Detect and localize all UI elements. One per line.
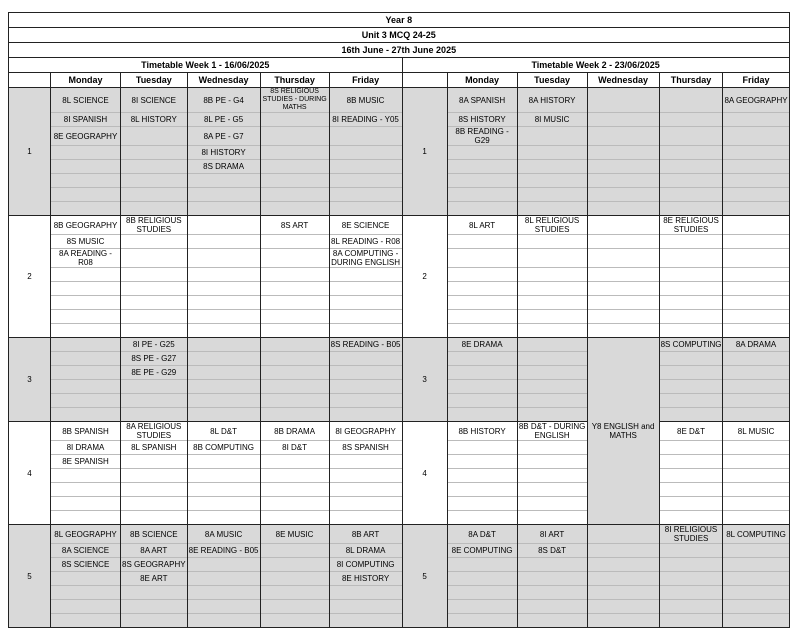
lesson-cell bbox=[260, 160, 329, 174]
lesson-cell: 8B SCIENCE bbox=[121, 525, 188, 544]
lesson-cell bbox=[723, 235, 789, 249]
week1-day-tuesday: Tuesday bbox=[121, 73, 188, 88]
lesson-cell: 8I ART bbox=[517, 525, 587, 544]
lesson-cell bbox=[51, 366, 121, 380]
lesson-cell: 8S SPANISH bbox=[329, 441, 402, 455]
lesson-cell: 8B HISTORY bbox=[447, 422, 517, 441]
lesson-cell bbox=[517, 352, 587, 366]
lesson-cell bbox=[587, 88, 659, 113]
y8-english-maths-block: Y8 ENGLISH and MATHS bbox=[587, 338, 659, 525]
lesson-cell: 8I GEOGRAPHY bbox=[329, 422, 402, 441]
lesson-cell: 8I PE - G25 bbox=[121, 338, 188, 352]
lesson-cell: 8L MUSIC bbox=[723, 422, 789, 441]
lesson-cell bbox=[587, 525, 659, 544]
lesson-cell bbox=[447, 160, 517, 174]
week2-day-tuesday: Tuesday bbox=[517, 73, 587, 88]
lesson-cell bbox=[517, 572, 587, 586]
lesson-cell: 8I D&T bbox=[260, 441, 329, 455]
lesson-cell bbox=[517, 455, 587, 469]
lesson-cell: 8L D&T bbox=[187, 422, 260, 441]
lesson-cell: 8S D&T bbox=[517, 544, 587, 558]
lesson-cell bbox=[187, 455, 260, 469]
period-label: 3 bbox=[402, 338, 447, 422]
lesson-cell bbox=[587, 146, 659, 160]
lesson-cell: 8L SCIENCE bbox=[51, 88, 121, 113]
lesson-cell: 8S MUSIC bbox=[51, 235, 121, 249]
lesson-cell: 8A RELIGIOUS STUDIES bbox=[121, 422, 188, 441]
lesson-cell bbox=[51, 338, 121, 352]
lesson-cell: 8S COMPUTING bbox=[659, 338, 723, 352]
lesson-cell bbox=[587, 160, 659, 174]
lesson-cell bbox=[260, 235, 329, 249]
lesson-cell: 8A MUSIC bbox=[187, 525, 260, 544]
lesson-cell: 8S RELIGIOUS STUDIES - DURING MATHS bbox=[260, 88, 329, 113]
lesson-cell: 8B PE - G4 bbox=[187, 88, 260, 113]
lesson-cell bbox=[260, 558, 329, 572]
lesson-cell bbox=[723, 160, 789, 174]
lesson-cell: 8A SPANISH bbox=[447, 88, 517, 113]
week2-corner-cell bbox=[402, 73, 447, 88]
lesson-cell bbox=[659, 352, 723, 366]
lesson-cell bbox=[517, 160, 587, 174]
lesson-cell bbox=[260, 113, 329, 127]
lesson-cell bbox=[723, 249, 789, 268]
lesson-cell: 8S READING - B05 bbox=[329, 338, 402, 352]
lesson-cell: 8L ART bbox=[447, 216, 517, 235]
lesson-cell bbox=[723, 352, 789, 366]
week2-day-monday: Monday bbox=[447, 73, 517, 88]
lesson-cell bbox=[329, 160, 402, 174]
lesson-cell bbox=[659, 572, 723, 586]
lesson-cell: 8B DRAMA bbox=[260, 422, 329, 441]
lesson-cell bbox=[447, 441, 517, 455]
lesson-cell bbox=[51, 146, 121, 160]
lesson-cell: 8I READING - Y05 bbox=[329, 113, 402, 127]
lesson-cell bbox=[260, 455, 329, 469]
lesson-cell: 8B SPANISH bbox=[51, 422, 121, 441]
lesson-cell bbox=[260, 572, 329, 586]
lesson-cell bbox=[187, 558, 260, 572]
lesson-cell bbox=[587, 216, 659, 235]
lesson-cell bbox=[587, 127, 659, 146]
period-label: 3 bbox=[9, 338, 51, 422]
lesson-cell bbox=[587, 235, 659, 249]
lesson-cell: 8A ART bbox=[121, 544, 188, 558]
period-label: 4 bbox=[9, 422, 51, 525]
lesson-cell: 8E MUSIC bbox=[260, 525, 329, 544]
lesson-cell bbox=[447, 366, 517, 380]
lesson-cell: 8L PE - G5 bbox=[187, 113, 260, 127]
lesson-cell bbox=[447, 455, 517, 469]
lesson-cell bbox=[329, 366, 402, 380]
lesson-cell: 8E GEOGRAPHY bbox=[51, 127, 121, 146]
lesson-cell: 8E RELIGIOUS STUDIES bbox=[659, 216, 723, 235]
lesson-cell bbox=[723, 544, 789, 558]
lesson-cell bbox=[659, 127, 723, 146]
lesson-cell bbox=[659, 88, 723, 113]
lesson-cell: 8B MUSIC bbox=[329, 88, 402, 113]
lesson-cell: 8E COMPUTING bbox=[447, 544, 517, 558]
lesson-cell bbox=[260, 352, 329, 366]
lesson-cell bbox=[659, 249, 723, 268]
unit-title: Unit 3 MCQ 24-25 bbox=[9, 28, 790, 43]
lesson-cell bbox=[659, 113, 723, 127]
lesson-cell bbox=[447, 249, 517, 268]
lesson-cell bbox=[187, 572, 260, 586]
lesson-cell bbox=[517, 441, 587, 455]
lesson-cell bbox=[121, 160, 188, 174]
lesson-cell bbox=[260, 146, 329, 160]
lesson-cell: 8A HISTORY bbox=[517, 88, 587, 113]
lesson-cell bbox=[260, 249, 329, 268]
period-label: 1 bbox=[9, 88, 51, 216]
lesson-cell bbox=[723, 558, 789, 572]
lesson-cell: 8A READING - R08 bbox=[51, 249, 121, 268]
period-label: 2 bbox=[402, 216, 447, 338]
lesson-cell: 8B D&T - DURING ENGLISH bbox=[518, 422, 586, 440]
lesson-cell: 8B GEOGRAPHY bbox=[51, 216, 121, 235]
lesson-cell bbox=[329, 455, 402, 469]
lesson-cell: 8S GEOGRAPHY bbox=[121, 558, 188, 572]
lesson-cell: 8S DRAMA bbox=[187, 160, 260, 174]
lesson-cell bbox=[587, 113, 659, 127]
lesson-cell bbox=[659, 441, 723, 455]
week1-day-thursday: Thursday bbox=[260, 73, 329, 88]
lesson-cell: 8I COMPUTING bbox=[329, 558, 402, 572]
lesson-cell bbox=[723, 216, 789, 235]
lesson-cell: 8A SCIENCE bbox=[51, 544, 121, 558]
lesson-cell bbox=[723, 366, 789, 380]
lesson-cell bbox=[121, 235, 188, 249]
lesson-cell: 8E D&T bbox=[659, 422, 723, 441]
week1-day-friday: Friday bbox=[329, 73, 402, 88]
lesson-cell: 8I MUSIC bbox=[517, 113, 587, 127]
lesson-cell: 8B RELIGIOUS STUDIES bbox=[121, 216, 188, 235]
lesson-cell: 8A PE - G7 bbox=[187, 127, 260, 146]
lesson-cell: 8I SPANISH bbox=[51, 113, 121, 127]
lesson-cell bbox=[659, 235, 723, 249]
timetable bbox=[8, 12, 790, 628]
period-label: 4 bbox=[402, 422, 447, 525]
lesson-cell: 8I DRAMA bbox=[51, 441, 121, 455]
lesson-cell bbox=[723, 113, 789, 127]
lesson-cell: 8I RELIGIOUS STUDIES bbox=[659, 525, 723, 544]
lesson-cell: 8A GEOGRAPHY bbox=[723, 88, 789, 113]
lesson-cell bbox=[723, 572, 789, 586]
lesson-cell bbox=[121, 455, 188, 469]
lesson-cell bbox=[659, 366, 723, 380]
lesson-cell: 8B ART bbox=[329, 525, 402, 544]
lesson-cell bbox=[329, 146, 402, 160]
lesson-cell bbox=[187, 235, 260, 249]
lesson-cell bbox=[659, 455, 723, 469]
lesson-cell bbox=[260, 544, 329, 558]
lesson-cell bbox=[723, 455, 789, 469]
week2-title: Timetable Week 2 - 23/06/2025 bbox=[402, 58, 789, 73]
lesson-cell bbox=[517, 558, 587, 572]
lesson-cell bbox=[587, 249, 659, 268]
date-range: 16th June - 27th June 2025 bbox=[9, 43, 790, 58]
lesson-cell: 8L READING - R08 bbox=[329, 235, 402, 249]
lesson-cell: 8S ART bbox=[260, 216, 329, 235]
lesson-cell: 8B READING - G29 bbox=[447, 127, 517, 146]
lesson-cell: 8E PE - G29 bbox=[121, 366, 188, 380]
lesson-cell bbox=[121, 127, 188, 146]
lesson-cell: 8A D&T bbox=[447, 525, 517, 544]
lesson-cell bbox=[329, 352, 402, 366]
lesson-cell bbox=[517, 235, 587, 249]
lesson-cell: 8L COMPUTING bbox=[723, 525, 789, 544]
lesson-cell bbox=[187, 249, 260, 268]
lesson-cell bbox=[517, 249, 587, 268]
week1-title: Timetable Week 1 - 16/06/2025 bbox=[9, 58, 403, 73]
lesson-cell: 8I HISTORY bbox=[187, 146, 260, 160]
week1-day-wednesday: Wednesday bbox=[187, 73, 260, 88]
lesson-cell bbox=[659, 558, 723, 572]
lesson-cell bbox=[723, 127, 789, 146]
lesson-cell: 8E ART bbox=[121, 572, 188, 586]
lesson-cell bbox=[587, 572, 659, 586]
lesson-cell bbox=[447, 352, 517, 366]
lesson-cell: 8L HISTORY bbox=[121, 113, 188, 127]
lesson-cell bbox=[517, 127, 587, 146]
lesson-cell: 8B COMPUTING bbox=[187, 441, 260, 455]
week2-day-wednesday: Wednesday bbox=[587, 73, 659, 88]
lesson-cell bbox=[51, 352, 121, 366]
lesson-cell: 8S HISTORY bbox=[447, 113, 517, 127]
lesson-cell bbox=[447, 146, 517, 160]
lesson-cell bbox=[587, 558, 659, 572]
lesson-cell bbox=[121, 146, 188, 160]
lesson-cell bbox=[121, 249, 188, 268]
period-label: 5 bbox=[9, 525, 51, 628]
lesson-cell: 8A COMPUTING - DURING ENGLISH bbox=[329, 249, 402, 268]
lesson-cell: 8L SPANISH bbox=[121, 441, 188, 455]
lesson-cell: 8L GEOGRAPHY bbox=[51, 525, 121, 544]
lesson-cell bbox=[187, 338, 260, 352]
lesson-cell bbox=[447, 558, 517, 572]
lesson-cell bbox=[260, 127, 329, 146]
lesson-cell: 8E HISTORY bbox=[329, 572, 402, 586]
year-title: Year 8 bbox=[9, 13, 790, 28]
lesson-cell bbox=[723, 441, 789, 455]
corner-cell bbox=[9, 73, 51, 88]
period-label: 1 bbox=[402, 88, 447, 216]
lesson-cell bbox=[659, 160, 723, 174]
lesson-cell bbox=[187, 366, 260, 380]
lesson-cell: 8S SCIENCE bbox=[51, 558, 121, 572]
lesson-cell bbox=[51, 572, 121, 586]
lesson-cell bbox=[447, 235, 517, 249]
lesson-cell: 8E READING - B05 bbox=[187, 544, 260, 558]
lesson-cell bbox=[659, 146, 723, 160]
lesson-cell bbox=[260, 338, 329, 352]
lesson-cell bbox=[517, 366, 587, 380]
lesson-cell: 8E SCIENCE bbox=[329, 216, 402, 235]
period-label: 5 bbox=[402, 525, 447, 628]
period-label: 2 bbox=[9, 216, 51, 338]
lesson-cell bbox=[517, 338, 587, 352]
lesson-cell: 8E SPANISH bbox=[51, 455, 121, 469]
lesson-cell bbox=[51, 160, 121, 174]
lesson-cell bbox=[587, 544, 659, 558]
lesson-cell bbox=[329, 127, 402, 146]
lesson-cell: 8S PE - G27 bbox=[121, 352, 188, 366]
lesson-cell: 8E DRAMA bbox=[447, 338, 517, 352]
lesson-cell: 8A DRAMA bbox=[723, 338, 789, 352]
lesson-cell bbox=[447, 572, 517, 586]
lesson-cell bbox=[723, 146, 789, 160]
lesson-cell bbox=[187, 352, 260, 366]
lesson-cell bbox=[187, 216, 260, 235]
lesson-cell: 8L DRAMA bbox=[329, 544, 402, 558]
week2-day-friday: Friday bbox=[723, 73, 789, 88]
lesson-cell: 8I SCIENCE bbox=[121, 88, 188, 113]
lesson-cell bbox=[659, 544, 723, 558]
week2-day-thursday: Thursday bbox=[659, 73, 723, 88]
lesson-cell bbox=[517, 146, 587, 160]
lesson-cell bbox=[260, 366, 329, 380]
lesson-cell: 8L RELIGIOUS STUDIES bbox=[517, 216, 587, 235]
week1-day-monday: Monday bbox=[51, 73, 121, 88]
